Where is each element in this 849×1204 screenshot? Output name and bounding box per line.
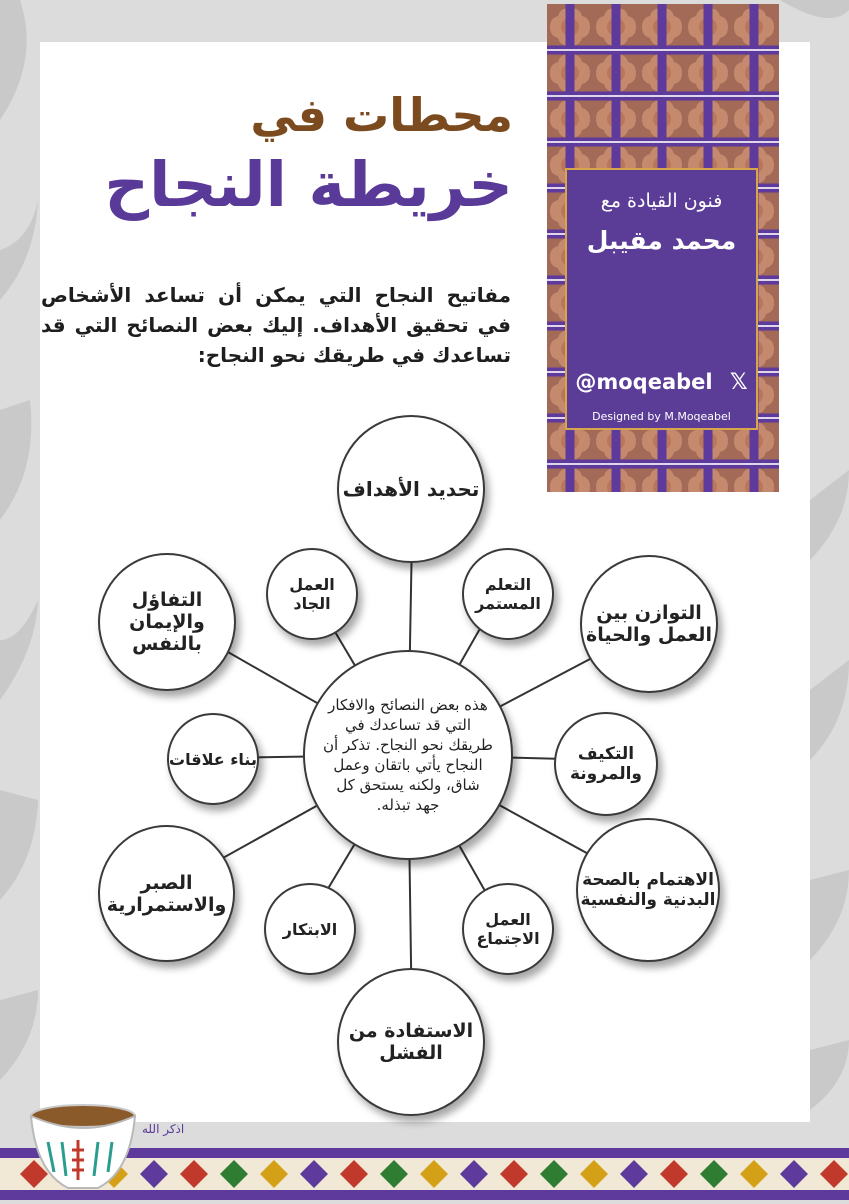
social-handle-row[interactable] xyxy=(567,370,756,395)
node-failure xyxy=(337,968,485,1116)
node-flex xyxy=(554,712,658,816)
dhikr-text: اذكر الله xyxy=(142,1122,185,1136)
node-learning xyxy=(462,548,554,640)
node-patience-label: الصبر والاستمرارية xyxy=(106,871,227,916)
series-title: فنون القيادة مع xyxy=(600,190,723,212)
node-patience xyxy=(98,825,235,962)
node-flex-label: التكيف والمرونة xyxy=(569,744,642,784)
coffee-cup-icon xyxy=(28,1102,138,1192)
node-social-label: العمل الاجتماع xyxy=(476,910,540,948)
node-relations xyxy=(167,713,259,805)
node-health xyxy=(576,818,720,962)
social-handle[interactable]: @moqeabel xyxy=(575,370,713,394)
node-goals-label: تحديد الأهداف xyxy=(342,477,480,501)
intro-paragraph: مفاتيح النجاح التي يمكن أن تساعد الأشخاص في تحقيق الأهداف. إليك بعض النصائح التي قد تساعدك في طريقك نحو النجاح: xyxy=(41,283,511,367)
page-title-line2: خريطة النجاح xyxy=(104,148,513,221)
node-optimism xyxy=(98,553,236,691)
x-logo-icon: 𝕏 xyxy=(729,370,748,395)
center-text: هذه بعض النصائح والافكار التي قد تساعدك في طريقك نحو النجاح. تذكر أن النجاح يأتي باتقان وعمل شاق، ولكنه يستحق كل جهد تبذله. xyxy=(323,696,493,814)
node-goals xyxy=(337,415,485,563)
node-balance-label: التوازن بين العمل والحياة xyxy=(586,602,712,646)
node-hardwork-label: العمل الجاد xyxy=(289,575,335,613)
node-health-label: الاهتمام بالصحة البدنية والنفسية xyxy=(580,870,716,910)
node-hardwork xyxy=(266,548,358,640)
center-node xyxy=(303,650,513,860)
designed-by-credit: Designed by M.Moqeabel xyxy=(592,410,731,423)
node-optimism-label: التفاؤل والإيمان بالنفس xyxy=(129,589,205,655)
node-social xyxy=(462,883,554,975)
author-name: محمد مقيبل xyxy=(586,226,737,255)
node-learning-label: التعلم المستمر xyxy=(475,575,541,613)
node-balance xyxy=(580,555,718,693)
page-title-line1: محطات في xyxy=(250,88,513,142)
node-relations-label: بناء علاقات xyxy=(169,749,257,769)
node-innovation-label: الابتكار xyxy=(282,919,338,939)
node-innovation xyxy=(264,883,356,975)
node-failure-label: الاستفادة من الفشل xyxy=(348,1020,474,1064)
author-info-box xyxy=(565,168,758,430)
